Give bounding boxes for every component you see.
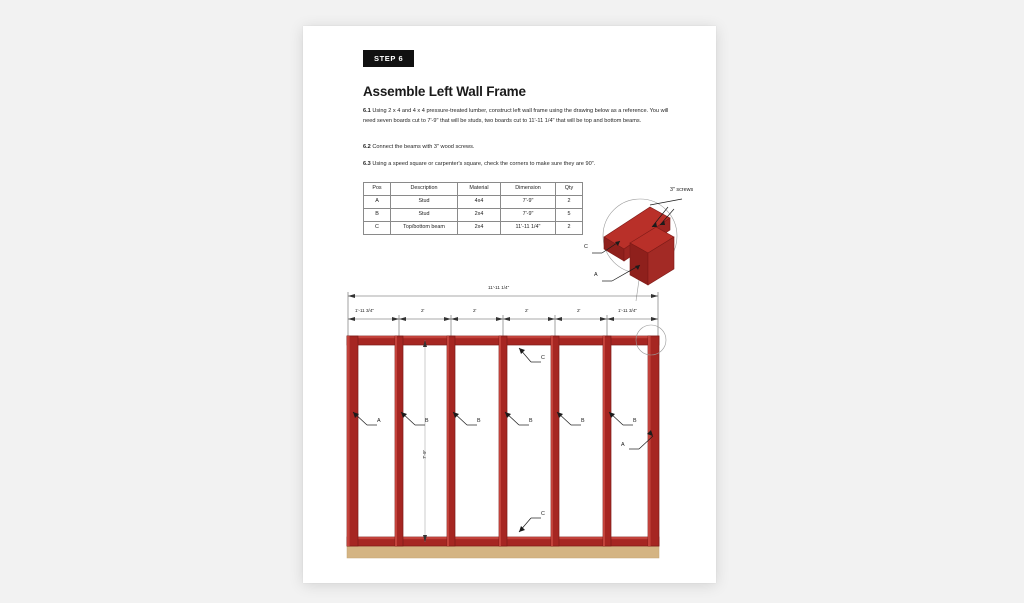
cell-mat-c: 2x4 [458,222,501,235]
cell-qty-a: 2 [556,196,583,209]
balloon-stud-b-2: B [477,418,481,424]
stud-a-left-highlight [347,336,350,546]
segment-dimension-4: 2' [525,308,529,313]
page-title: Assemble Left Wall Frame [363,84,526,99]
cell-qty-c: 2 [556,222,583,235]
balloon-beam-top: C [541,355,545,361]
table-row [364,222,583,235]
balloon-stud-b-1: B [425,418,429,424]
segment-dimension-2: 2' [421,308,425,313]
table-row [364,196,583,209]
elevation-svg [333,274,693,564]
balloon-stud-a-left: A [377,418,381,424]
screws-callout-label: 3" screws [670,187,694,193]
balloon-beam-bottom: C [541,511,545,517]
wall-frame-elevation [333,274,693,564]
segment-dimension-5: 2' [577,308,581,313]
cell-dim-b: 7'-9" [501,209,556,222]
cell-mat-a: 4x4 [458,196,501,209]
cell-desc-b: Stud [391,209,458,222]
cell-pos-a: A [364,196,391,209]
instruction-number-6-1: 6.1 [363,108,371,114]
document-page [303,26,716,583]
cell-pos-c: C [364,222,391,235]
cell-dim-c: 11'-11 1/4" [501,222,556,235]
stud-b-2-highlight [447,336,449,546]
dimension-lines [348,292,658,338]
table-row [364,209,583,222]
detail-label-c: C [584,244,588,250]
instruction-text-6-2: Connect the beams with 3" wood screws. [370,144,475,150]
floor-strip [347,546,659,558]
stud-b-1-highlight [395,336,397,546]
stud-b-4-highlight [551,336,553,546]
instruction-number-6-3: 6.3 [363,161,371,167]
stud-b-5-highlight [603,336,605,546]
balloon-stud-a-right: A [621,442,625,448]
cell-dim-a: 7'-9" [501,196,556,209]
balloon-stud-b-3: B [529,418,533,424]
table-header-pos: Pos [364,183,391,196]
segment-dimension-1: 1'-11 3/4" [355,308,375,313]
cell-desc-a: Stud [391,196,458,209]
cell-pos-b: B [364,209,391,222]
instruction-paragraph-6-1 [363,107,680,126]
detail-label-a: A [594,272,598,278]
instruction-number-6-2: 6.2 [363,144,371,150]
instruction-paragraph-6-2 [363,143,680,153]
table-header-material: Material [458,183,501,196]
height-dimension-label: 7'-9" [422,449,427,459]
cell-desc-c: Top/bottom beam [391,222,458,235]
segment-dimension-6: 1'-11 3/4" [618,308,638,313]
table-header-row [364,183,583,196]
stud-a-right-highlight [648,336,651,546]
table-header-description: Description [391,183,458,196]
stud-b-3-highlight [499,336,501,546]
parts-table [363,182,583,235]
cell-mat-b: 2x4 [458,209,501,222]
instruction-text-6-1: Using 2 x 4 and 4 x 4 pressure-treated lumber, construct left wall frame using the drawing below as a reference. You will need seven boards cut to 7'-9" that will be studs, two boards cut to 11'-11 1/4" that will be top and bottom beams. [363,108,669,124]
table-header-dimension: Dimension [501,183,556,196]
instruction-paragraph-6-3 [363,160,680,170]
step-badge: STEP 6 [363,50,414,67]
cell-qty-b: 5 [556,209,583,222]
instruction-text-6-3: Using a speed square or carpenter's square, check the corners to make sure they are 90". [370,161,596,167]
segment-dimension-3: 2' [473,308,477,313]
overall-dimension-label: 11'-11 1/4" [488,285,510,290]
balloon-stud-b-5: B [633,418,637,424]
balloon-stud-b-4: B [581,418,585,424]
table-header-qty: Qty [556,183,583,196]
